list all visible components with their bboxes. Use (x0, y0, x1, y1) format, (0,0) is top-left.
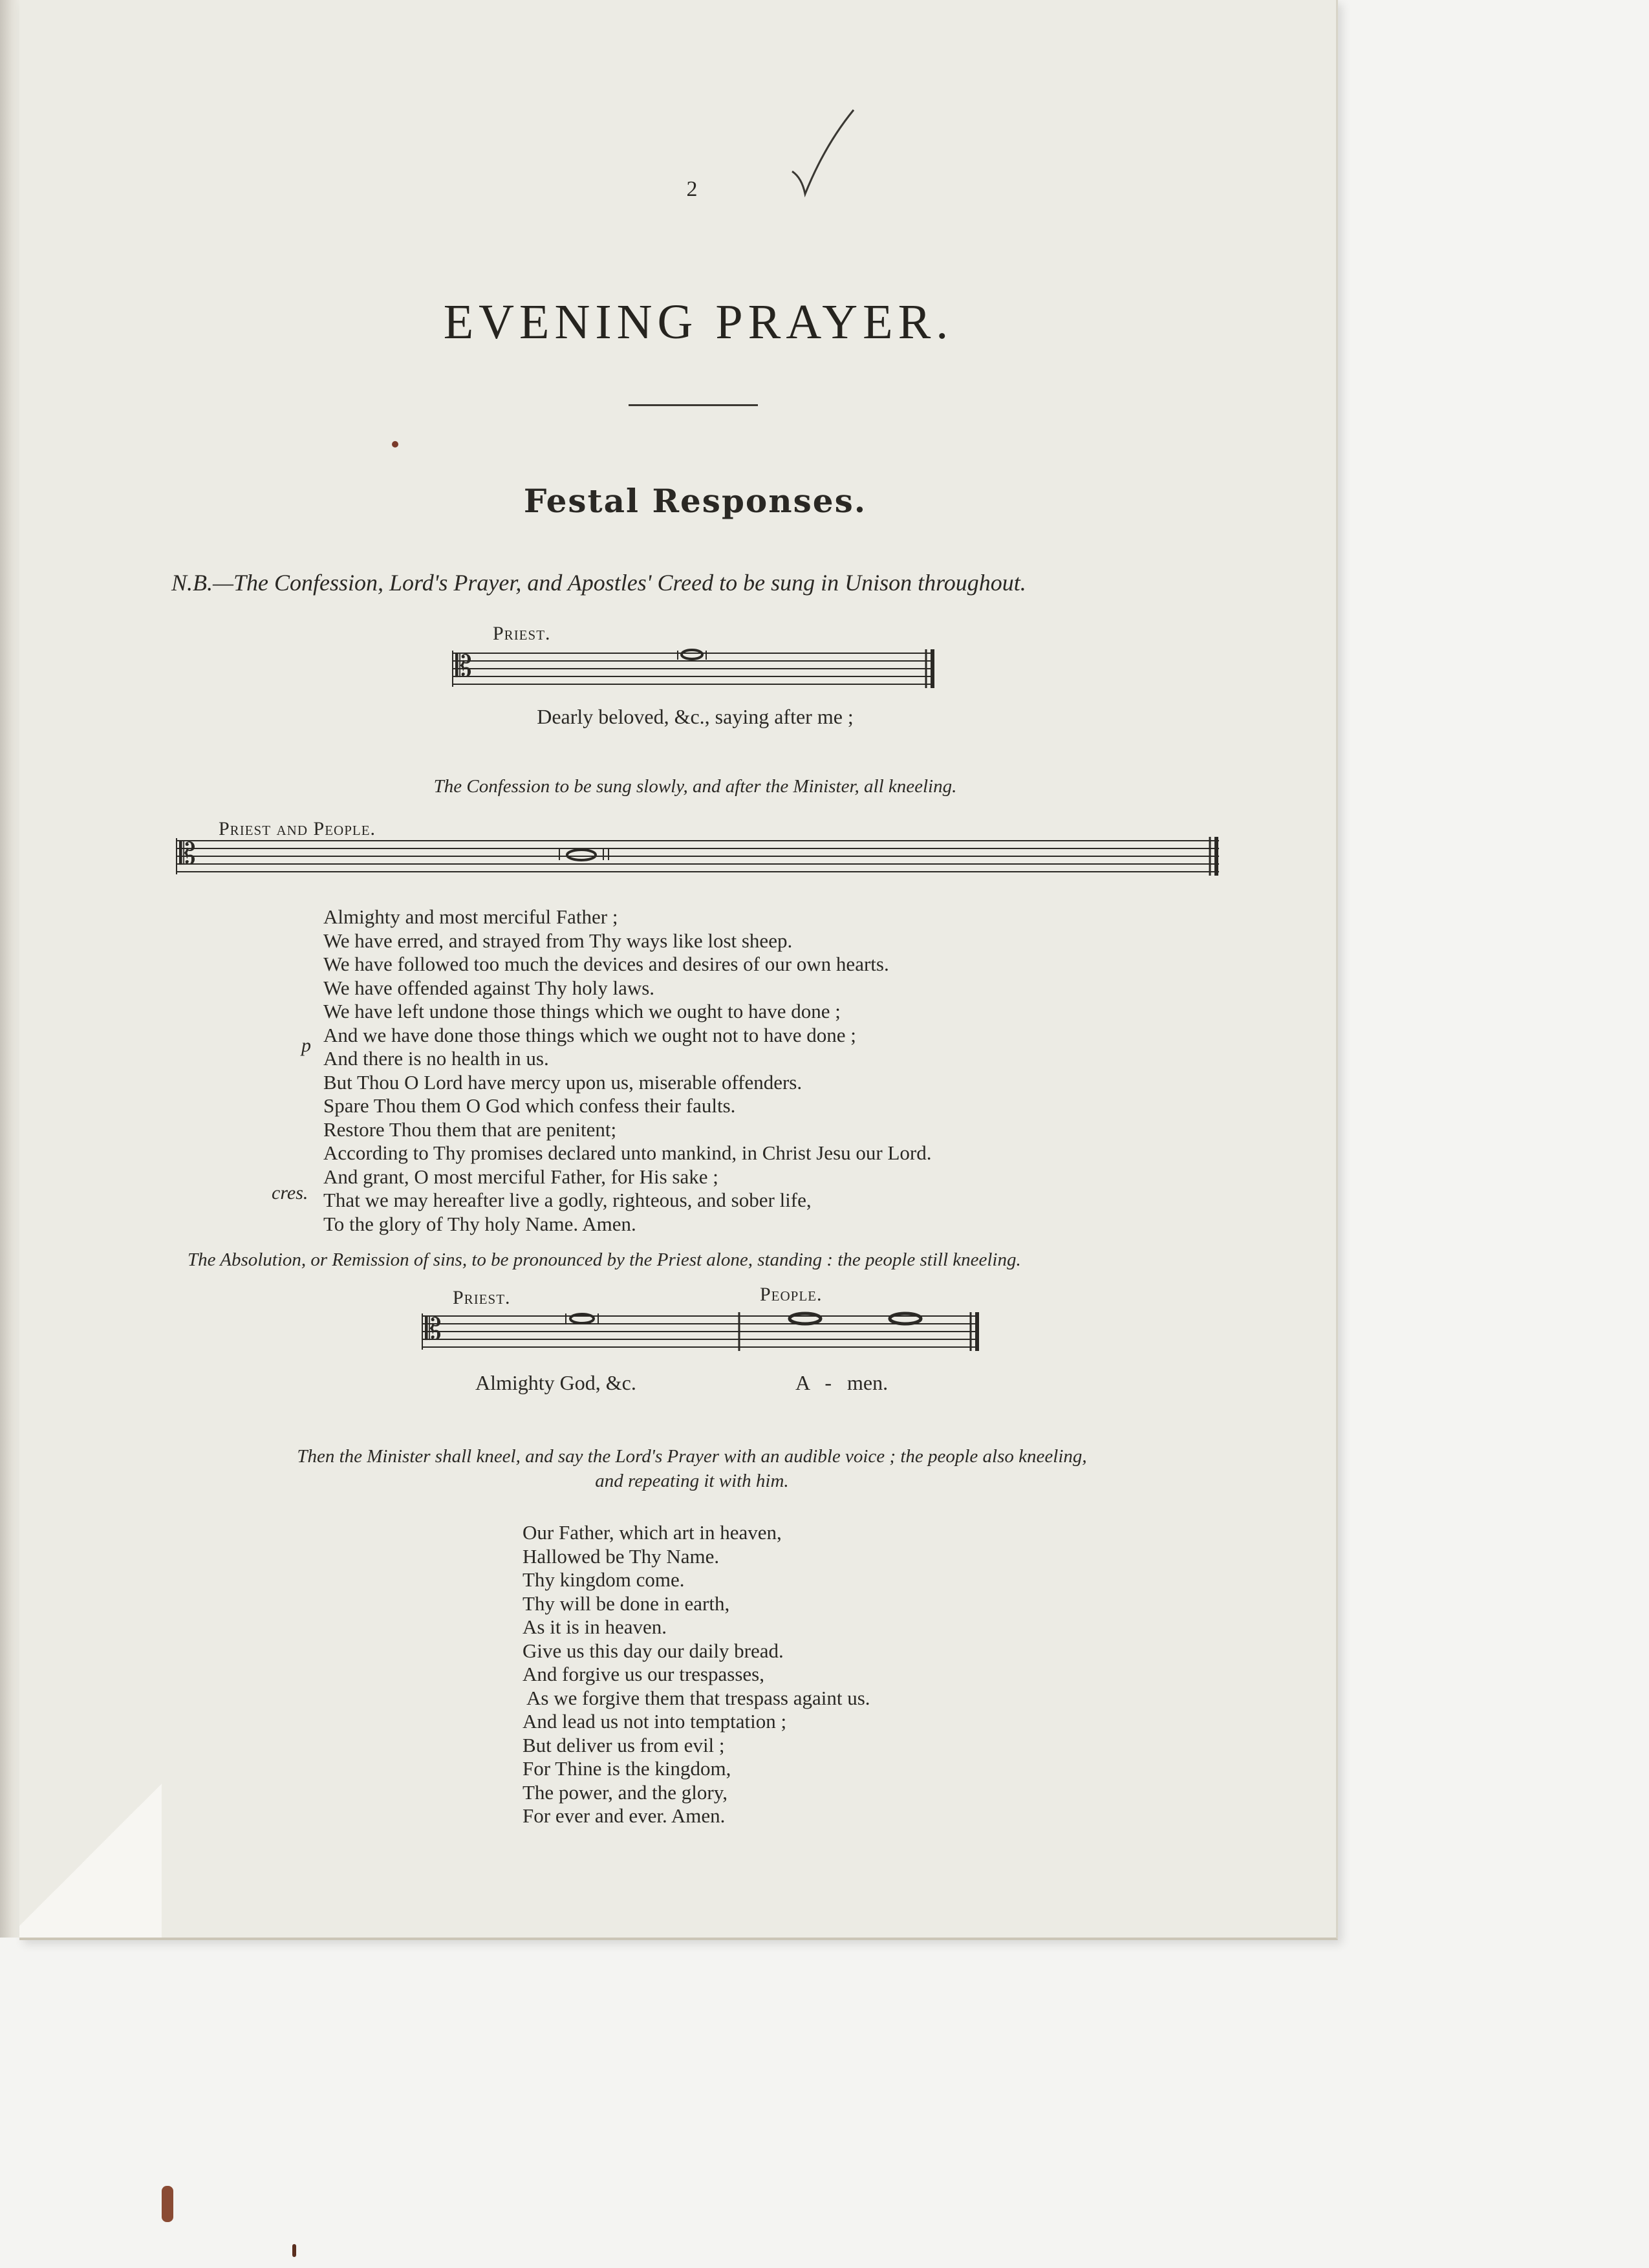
prayer-line: For ever and ever. Amen. (523, 1804, 726, 1827)
page-corner-fold (19, 1772, 162, 1938)
ink-spot (392, 441, 398, 448)
music-staff-absolution (417, 1310, 986, 1361)
c-clef-icon: 𝄡 (455, 649, 472, 684)
confession-line: According to Thy promises declared unto mankind, in Christ Jesu our Lord. (323, 1141, 932, 1164)
confession-rubric: The Confession to be sung slowly, and after the Minister, all kneeling. (433, 776, 957, 797)
priest-label: Priest. (493, 623, 551, 644)
confession-line: To the glory of Thy holy Name. Amen. (323, 1212, 636, 1235)
confession-line: Almighty and most merciful Father ; (323, 905, 618, 928)
priest-label: Priest. (453, 1287, 511, 1308)
absolution-rubric: The Absolution, or Remission of sins, to be pronounced by the Priest alone, standing : the people still kneeling. (188, 1249, 1021, 1270)
title-divider (629, 404, 758, 406)
music-staff-confession (171, 834, 1232, 886)
confession-line: Restore Thou them that are penitent; (323, 1118, 617, 1141)
lords-prayer-rubric (200, 1444, 1183, 1493)
section-heading: Festal Responses. (523, 482, 867, 520)
prayer-line: And lead us not into temptation ; (523, 1710, 787, 1733)
prayer-line: Our Father, which art in heaven, (523, 1521, 782, 1544)
music-staff-priest-intro (446, 647, 944, 698)
confession-line: Spare Thou them O God which confess their faults. (323, 1094, 736, 1117)
prayer-line: As it is in heaven. (523, 1615, 667, 1638)
page-title: EVENING PRAYER. (443, 295, 954, 349)
prayer-line: Hallowed be Thy Name. (523, 1544, 720, 1568)
dynamic-crescendo: cres. (272, 1182, 308, 1204)
prayer-line: And forgive us our trespasses, (523, 1663, 764, 1685)
page-number: 2 (686, 177, 698, 201)
absolution-caption-priest: Almighty God, &c. (475, 1371, 636, 1394)
priest-intro-caption: Dearly beloved, &c., saying after me ; (537, 705, 854, 728)
prayer-line: The power, and the glory, (523, 1780, 727, 1804)
confession-line: And grant, O most merciful Father, for His sake ; (323, 1165, 718, 1188)
book-spine (0, 0, 19, 1938)
prayer-line: But deliver us from evil ; (523, 1733, 725, 1756)
confession-line: We have followed too much the devices and desires of our own hearts. (323, 953, 889, 975)
confession-line: We have erred, and strayed from Thy ways like lost sheep. (323, 929, 793, 952)
pencil-check-mark (786, 107, 863, 204)
confession-line: That we may hereafter live a godly, righteous, and sober life, (323, 1189, 812, 1211)
c-clef-icon: 𝄡 (179, 836, 196, 871)
ink-stain (292, 2244, 296, 2257)
prayer-line: Thy kingdom come. (523, 1568, 685, 1591)
confession-line: But Thou O Lord have mercy upon us, miserable offenders. (323, 1070, 803, 1094)
rubric-line-1: Then the Minister shall kneel, and say the Lord's Prayer with an audible voice ; the people also kneeling, (297, 1446, 1087, 1467)
rubric-line-2: and repeating it with him. (595, 1471, 789, 1491)
confession-line: And there is no health in us. (323, 1047, 549, 1070)
confession-text (323, 905, 1164, 1236)
confession-line: We have offended against Thy holy laws. (323, 976, 655, 999)
confession-line: We have left undone those things which we ought to have done ; (323, 1000, 841, 1022)
dynamic-piano: p (301, 1035, 311, 1056)
lords-prayer-text (523, 1521, 1105, 1828)
prayer-line: Give us this day our daily bread. (523, 1639, 784, 1662)
prayer-line: Thy will be done in earth, (523, 1592, 730, 1615)
priest-and-people-text: Priest and People. (219, 818, 376, 839)
people-label: People. (760, 1284, 823, 1305)
prayer-line: As we forgive them that trespass againt us. (523, 1686, 870, 1709)
absolution-caption-people: A - men. (795, 1371, 889, 1394)
c-clef-icon: 𝄡 (425, 1312, 442, 1346)
prayer-line: For Thine is the kingdom, (523, 1757, 731, 1780)
confession-line: And we have done those things which we ought not to have done ; (323, 1023, 856, 1046)
ink-stain (162, 2186, 173, 2222)
unison-note: N.B.—The Confession, Lord's Prayer, and Apostles' Creed to be sung in Unison throughout. (171, 570, 1026, 596)
